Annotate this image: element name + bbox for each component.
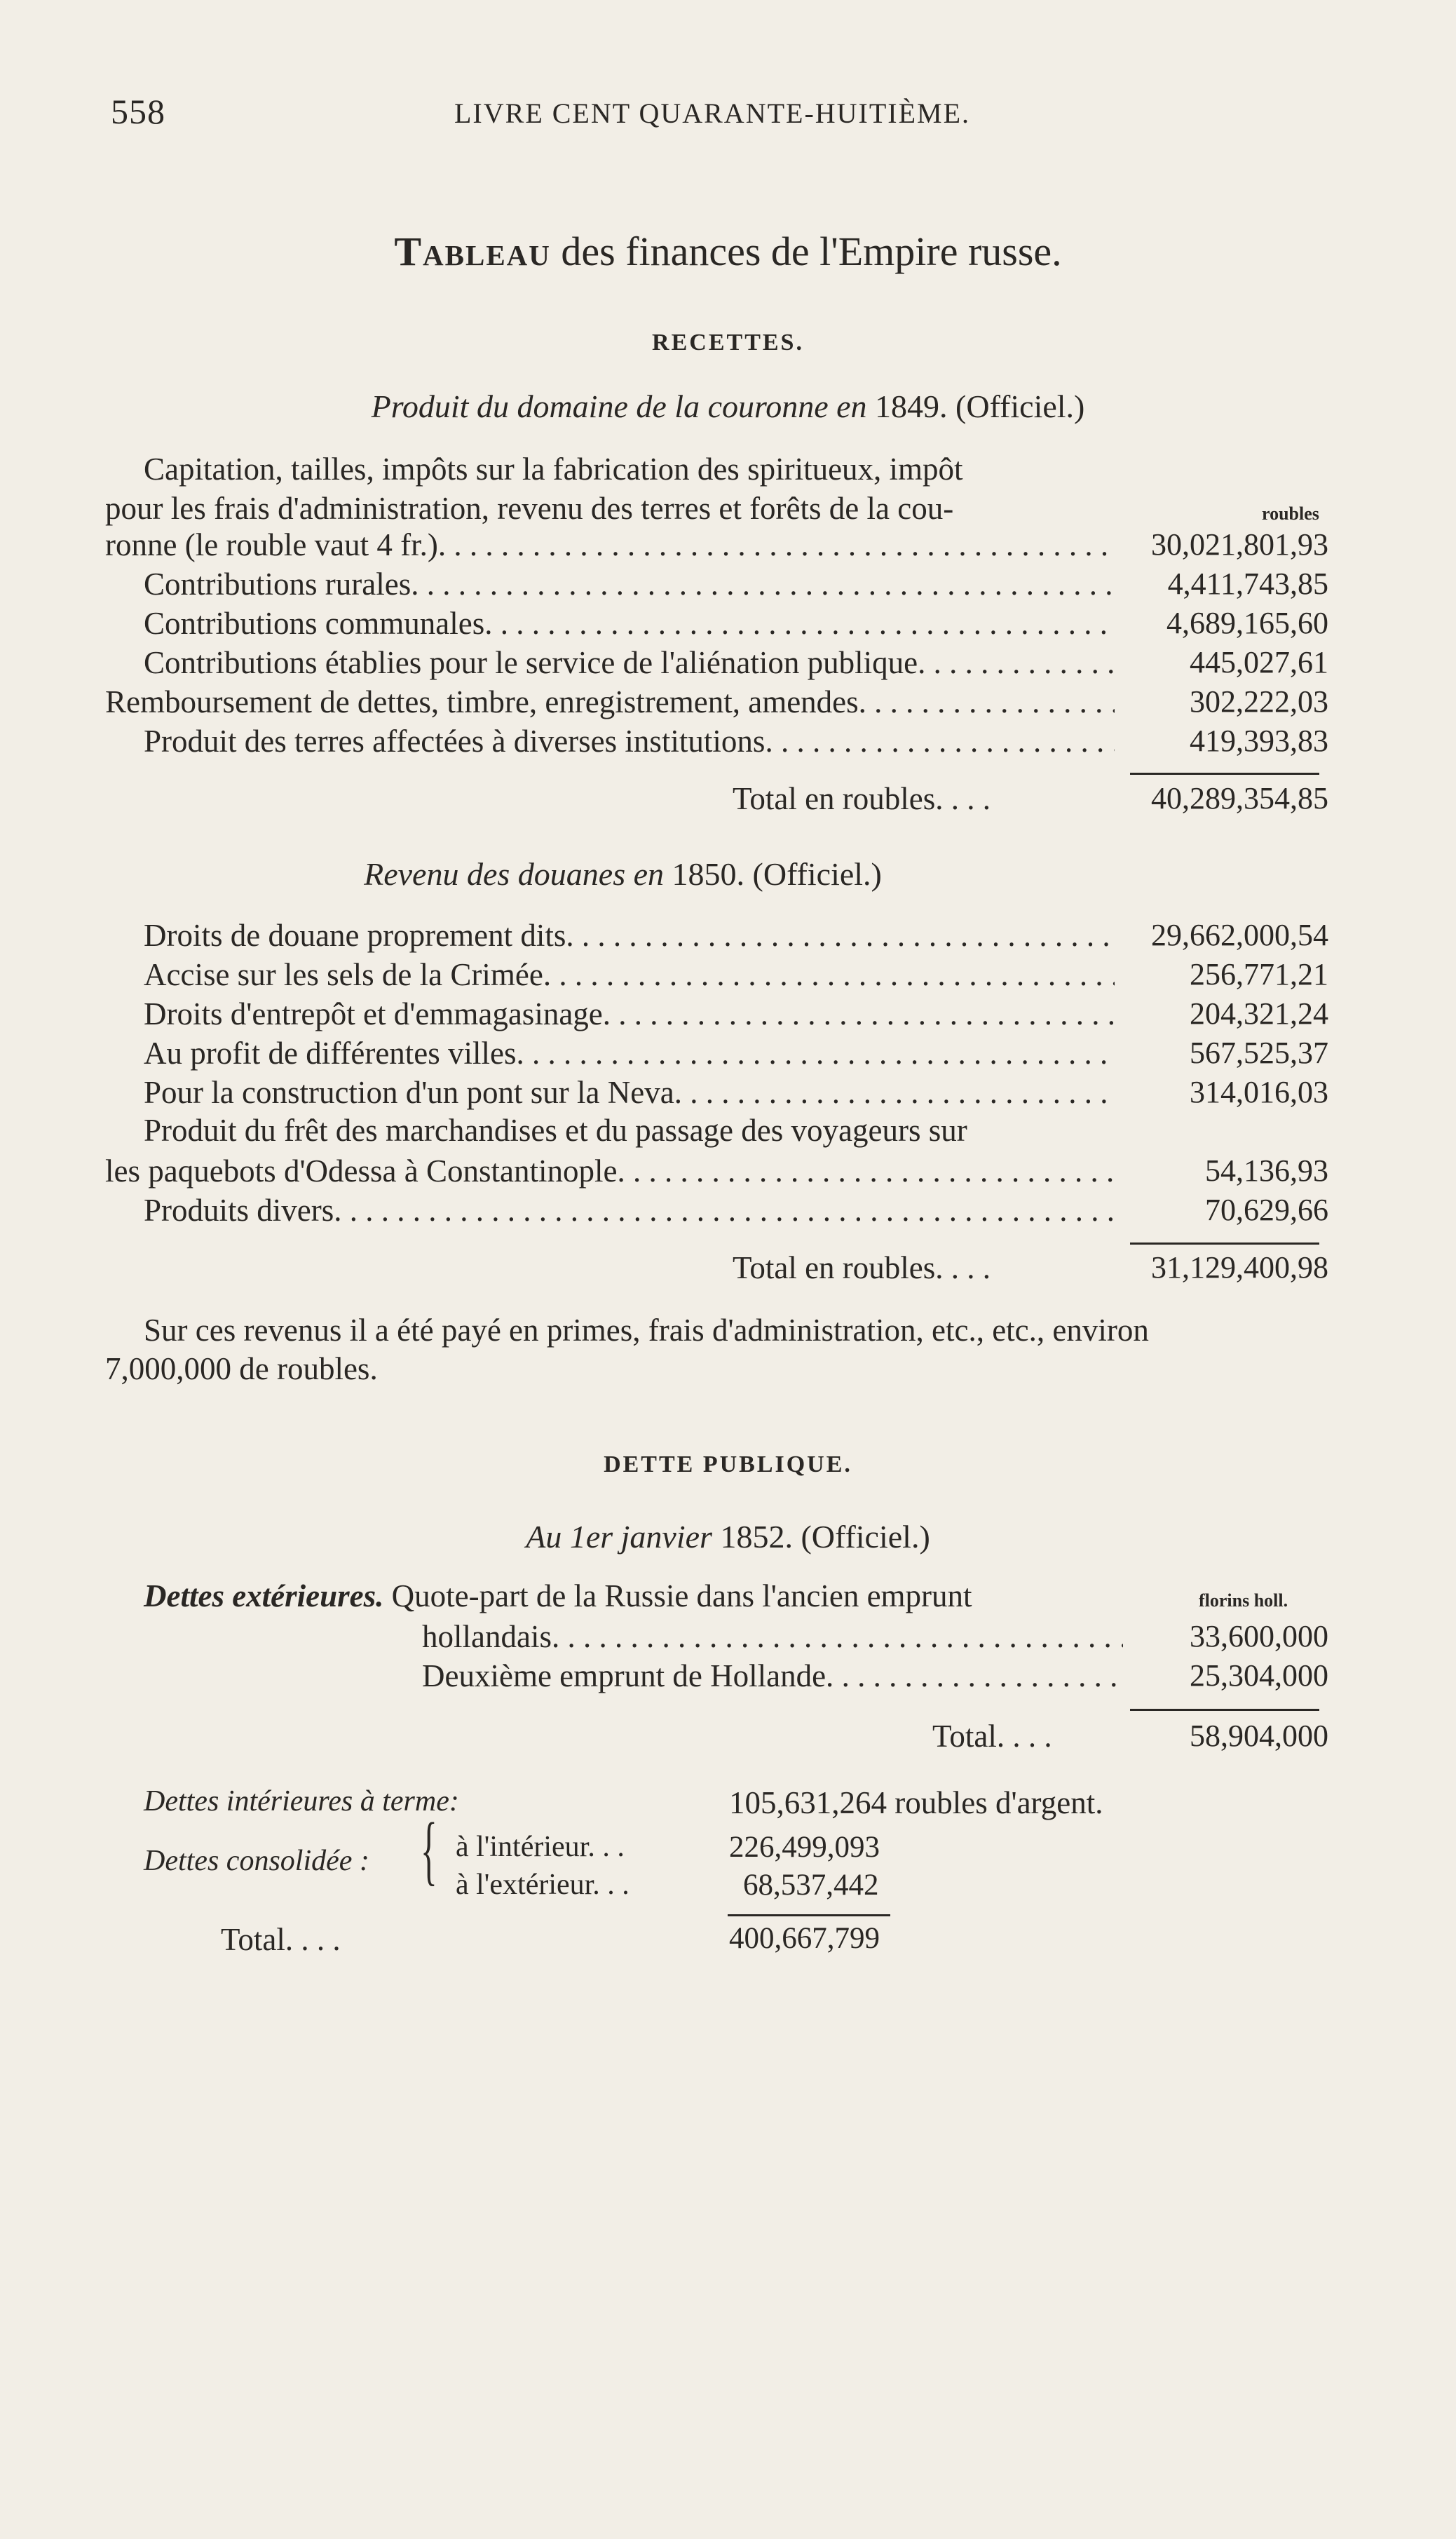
douanes-note-line-1: Sur ces revenus il a été payé en primes, frais d'administration, etc., etc., environ (144, 1313, 1149, 1348)
douanes-row (105, 1034, 1328, 1073)
douanes-row-label: Droits de douane proprement dits. . . . (144, 916, 1115, 955)
douanes-row (105, 1191, 1328, 1230)
domaine-subheading-italic: Produit du domaine de la couronne en (371, 388, 867, 424)
douanes-note-line-2: 7,000,000 de roubles. (105, 1351, 378, 1386)
dette-ext-row-value: 33,600,000 (1190, 1619, 1328, 1653)
domaine-line-2: pour les frais d'administration, revenu des terres et forêts de la cou- (105, 491, 954, 526)
dette-total-value: 400,667,799 (729, 1922, 880, 1955)
douanes-subheading-rest: 1850. (Officiel.) (672, 856, 882, 892)
domaine-row-value: 30,021,801,93 (1151, 527, 1328, 562)
dette-ext-row-value: 25,304,000 (1190, 1658, 1328, 1693)
domaine-subheading (0, 388, 1456, 425)
domaine-row-value: 445,027,61 (1190, 645, 1328, 679)
running-title: LIVRE CENT QUARANTE-HUITIÈME. (454, 97, 971, 129)
dette-consol-label: Dettes consolidée : (144, 1845, 369, 1877)
domaine-row-label: Remboursement de dettes, timbre, enregistrement, amendes. . . . (105, 682, 1115, 722)
douanes-row-label: Droits d'entrepôt et d'emmagasinage. . . . (144, 994, 1115, 1034)
dette-consol-int-label: à l'intérieur. . . (456, 1831, 625, 1863)
douanes-multiline-label-1: Produit du frêt des marchandises et du passage des voyageurs sur (144, 1113, 967, 1148)
douanes-row-label: Produits divers. . . . (144, 1191, 1115, 1230)
douanes-total-value: 31,129,400,98 (1151, 1250, 1328, 1285)
domaine-row-value: 4,411,743,85 (1167, 567, 1328, 601)
domaine-row-label: Produit des terres affectées à diverses institutions. . . . (144, 722, 1115, 761)
dette-date-italic: Au 1er janvier (526, 1519, 712, 1555)
domaine-total-value: 40,289,354,85 (1151, 781, 1328, 815)
dette-ext-total-label: Total. . . . (932, 1719, 1052, 1754)
domaine-line-1: Capitation, tailles, impôts sur la fabrication des spiritueux, impôt (144, 452, 963, 487)
domaine-row-label: Contributions rurales. . . . (144, 564, 1115, 604)
douanes-row-label: Accise sur les sels de la Crimée. . . . (144, 955, 1115, 994)
douanes-row (105, 994, 1328, 1034)
douanes-row (105, 916, 1328, 955)
douanes-row-label: les paquebots d'Odessa à Constantinople. . . . (105, 1151, 1115, 1191)
domaine-unit: roubles (1262, 503, 1319, 524)
dette-int-value: 105,631,264 roubles d'argent. (729, 1785, 1103, 1820)
douanes-row (105, 955, 1328, 994)
domaine-row (105, 682, 1328, 722)
domaine-row (105, 604, 1328, 643)
brace-icon: { (421, 1807, 437, 1893)
total-rule (1130, 1243, 1319, 1245)
domaine-row-label: Contributions établies pour le service de l'aliénation publique. . . . (144, 643, 1115, 682)
domaine-row (105, 525, 1328, 564)
dette-ext-row (422, 1656, 1328, 1695)
dette-ext-row-label: Deuxième emprunt de Hollande. . . . (422, 1656, 1123, 1695)
dette-ext-row-label: hollandais. . . . (422, 1617, 1123, 1656)
title-lead: Tableau (394, 229, 551, 274)
title-rest: des finances de l'Empire russe. (561, 229, 1062, 274)
page-title (0, 228, 1456, 275)
page-number: 558 (111, 92, 165, 131)
total-rule (1130, 1709, 1319, 1711)
douanes-row-value: 567,525,37 (1190, 1036, 1328, 1070)
total-rule (728, 1914, 890, 1916)
domaine-row (105, 643, 1328, 682)
dette-heading: DETTE PUBLIQUE. (604, 1451, 852, 1477)
dette-ext-line (144, 1578, 972, 1614)
douanes-row-value: 70,629,66 (1205, 1193, 1328, 1227)
dette-ext-unit: florins holl. (1199, 1590, 1288, 1611)
douanes-row-label: Pour la construction d'un pont sur la Neva. . . . (144, 1073, 1115, 1112)
recettes-heading: RECETTES. (652, 330, 804, 356)
douanes-row-value: 29,662,000,54 (1151, 918, 1328, 952)
domaine-row (105, 722, 1328, 761)
dette-ext-label: Dettes extérieures. (144, 1578, 384, 1613)
douanes-row-label: Au profit de différentes villes. . . . (144, 1034, 1115, 1073)
douanes-subheading-italic: Revenu des douanes en (364, 856, 665, 892)
dette-total-label: Total. . . . (221, 1922, 341, 1957)
douanes-row (105, 1073, 1328, 1112)
domaine-row-value: 419,393,83 (1190, 724, 1328, 758)
total-rule (1130, 773, 1319, 775)
dette-consol-ext-value: 68,537,442 (743, 1869, 879, 1902)
dette-consol-int-value: 226,499,093 (729, 1831, 880, 1864)
dette-date-rest: 1852. (Officiel.) (720, 1519, 930, 1555)
domaine-total-label: Total en roubles. . . . (733, 781, 991, 816)
douanes-row-value: 314,016,03 (1190, 1075, 1328, 1109)
domaine-row-value: 302,222,03 (1190, 684, 1328, 719)
dette-ext-row (422, 1617, 1328, 1656)
dette-ext-total-value: 58,904,000 (1190, 1719, 1328, 1753)
domaine-subheading-rest: 1849. (Officiel.) (875, 388, 1085, 424)
domaine-row (105, 564, 1328, 604)
domaine-row-value: 4,689,165,60 (1166, 606, 1328, 640)
douanes-row (105, 1151, 1328, 1191)
dette-date (0, 1518, 1456, 1555)
douanes-total-label: Total en roubles. . . . (733, 1250, 991, 1285)
douanes-row-value: 204,321,24 (1190, 996, 1328, 1031)
domaine-row-label: ronne (le rouble vaut 4 fr.). . . . (105, 525, 1115, 564)
douanes-subheading (0, 855, 1351, 893)
douanes-row-value: 54,136,93 (1205, 1153, 1328, 1188)
domaine-row-label: Contributions communales. . . . (144, 604, 1115, 643)
dette-int-label: Dettes intérieures à terme: (144, 1785, 459, 1817)
douanes-row-value: 256,771,21 (1190, 957, 1328, 991)
dette-ext-text: Quote-part de la Russie dans l'ancien emprunt (391, 1578, 972, 1613)
dette-consol-ext-label: à l'extérieur. . . (456, 1869, 630, 1901)
